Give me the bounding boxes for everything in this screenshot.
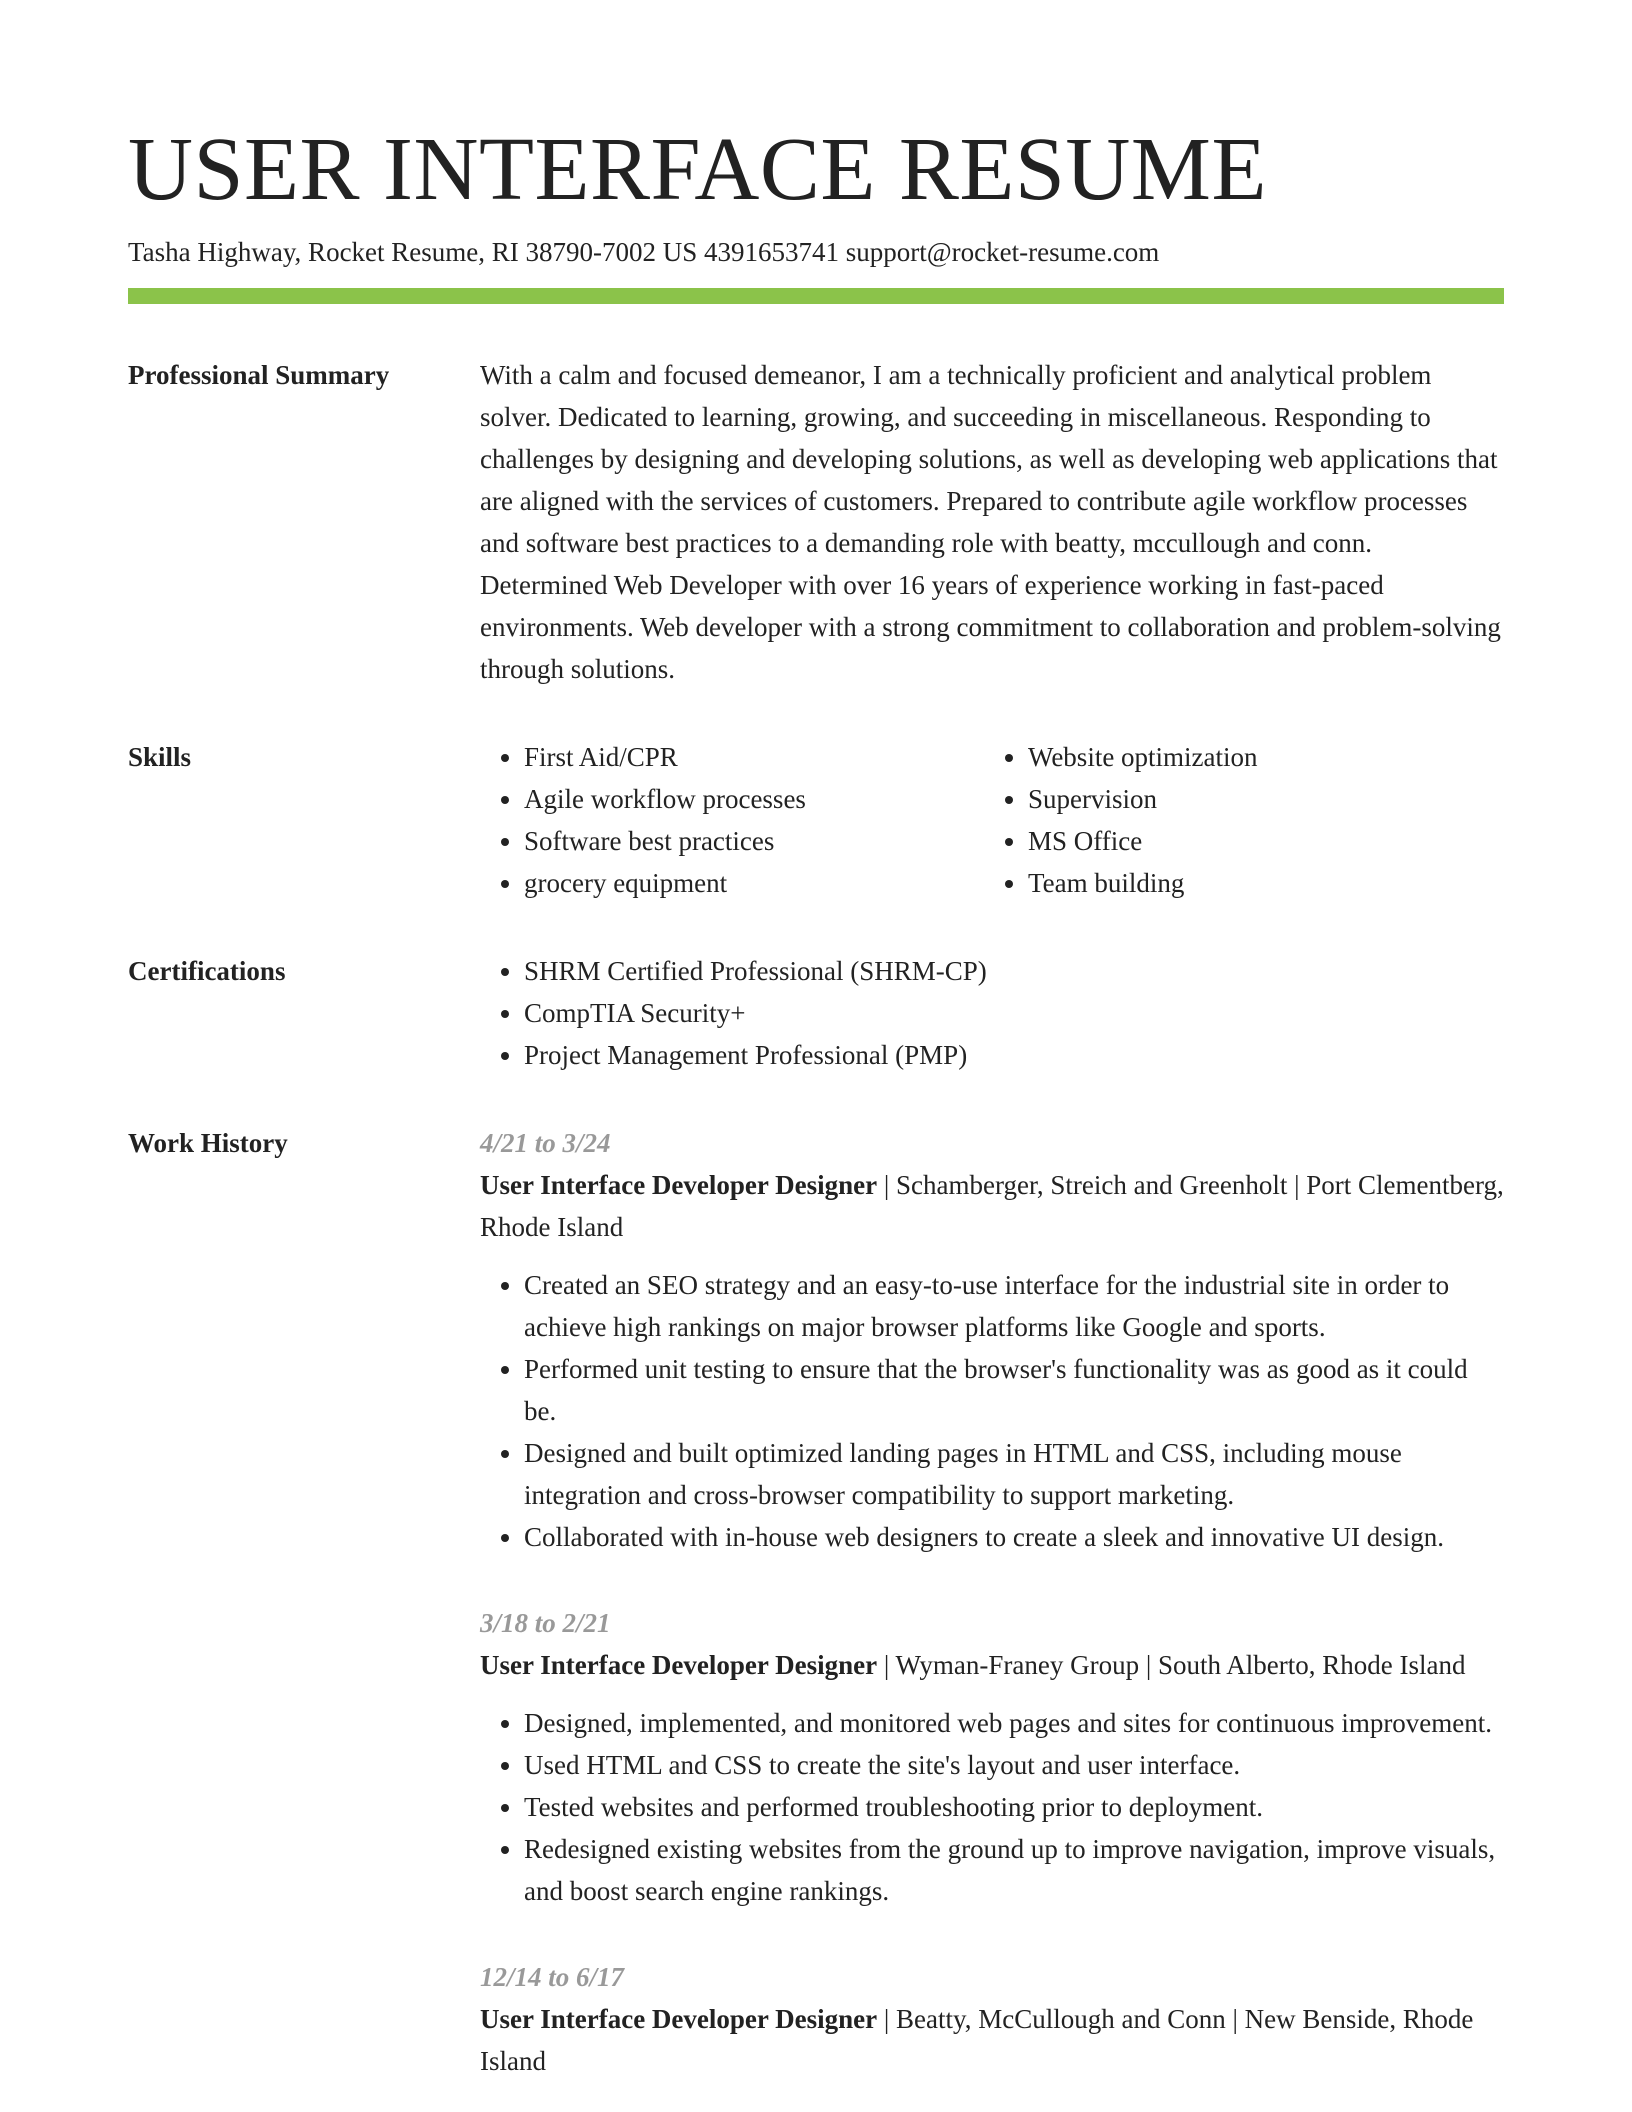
section-label: Professional Summary: [128, 360, 390, 390]
job-heading: [480, 1164, 1504, 1248]
job-dates: 3/18 to 2/21: [480, 1608, 611, 1638]
certifications-list: [480, 950, 1504, 1076]
job-title: User Interface Developer Designer: [480, 2004, 878, 2034]
list-item: • Website optimization: [1028, 736, 1488, 778]
resume-page: [128, 118, 1504, 2082]
certifications-section: [128, 950, 1504, 1076]
list-item: • Collaborated with in-house web designers to create a sleek and innovative UI design.: [524, 1516, 1504, 1558]
contact-line: Tasha Highway, Rocket Resume, RI 38790-7002 US 4391653741 support@rocket-resume.com: [128, 237, 1160, 267]
list-item: • Created an SEO strategy and an easy-to-use interface for the industrial site in order to achieve high rankings on major browser platforms like Google and sports.: [524, 1264, 1504, 1348]
list-item: • First Aid/CPR: [524, 736, 984, 778]
section-label: Skills: [128, 742, 192, 772]
summary-text: With a calm and focused demeanor, I am a technically proficient and analytical problem solver. Dedicated to learning, growing, and succeeding in miscellaneous. Responding to challenges by designing and developing solutions, as well as developing web applications that are aligned with the services of customers. Prepared to contribute agile workflow processes and software best practices to a demanding role with beatty, mccullough and conn. Determined Web Developer with over 16 years of experience working in fast-paced environments. Web developer with a strong commitment to collaboration and problem-solving through solutions.: [480, 360, 1501, 684]
list-item: • Team building: [1028, 862, 1488, 904]
header-divider: [128, 288, 1504, 304]
job-heading: [480, 1644, 1504, 1686]
list-item: • Used HTML and CSS to create the site's layout and user interface.: [524, 1744, 1504, 1786]
list-item: • Performed unit testing to ensure that the browser's functionality was as good as it could be.: [524, 1348, 1504, 1432]
job-bullets: [480, 1702, 1504, 1912]
list-item: • Tested websites and performed troubleshooting prior to deployment.: [524, 1786, 1504, 1828]
job-details: | Beatty, McCullough and Conn | New Benside, Rhode Island: [480, 2004, 1474, 2076]
list-item: • Supervision: [1028, 778, 1488, 820]
job-dates: 4/21 to 3/24: [480, 1128, 611, 1158]
job-title: User Interface Developer Designer: [480, 1650, 878, 1680]
section-label: Certifications: [128, 956, 286, 986]
job-entry: [480, 1602, 1504, 1912]
job-title: User Interface Developer Designer: [480, 1170, 878, 1200]
list-item: • SHRM Certified Professional (SHRM-CP): [524, 950, 1504, 992]
job-bullets: [480, 1264, 1504, 1558]
skills-list-left: [480, 736, 984, 904]
list-item: • CompTIA Security+: [524, 992, 1504, 1034]
list-item: • Designed and built optimized landing pages in HTML and CSS, including mouse integration and cross-browser compatibility to support marketing.: [524, 1432, 1504, 1516]
section-label: Work History: [128, 1128, 288, 1158]
skills-list-right: [984, 736, 1488, 904]
list-item: • MS Office: [1028, 820, 1488, 862]
work-history-section: [128, 1122, 1504, 2082]
skills-section: [128, 736, 1504, 904]
list-item: • Agile workflow processes: [524, 778, 984, 820]
job-details: | Wyman-Franey Group | South Alberto, Rhode Island: [877, 1650, 1466, 1680]
list-item: • Software best practices: [524, 820, 984, 862]
list-item: • grocery equipment: [524, 862, 984, 904]
job-heading: [480, 1998, 1504, 2082]
list-item: • Project Management Professional (PMP): [524, 1034, 1504, 1076]
job-entry: [480, 1122, 1504, 1558]
list-item: • Redesigned existing websites from the ground up to improve navigation, improve visuals, and boost search engine rankings.: [524, 1828, 1504, 1912]
job-details: | Schamberger, Streich and Greenholt | Port Clementberg, Rhode Island: [480, 1170, 1504, 1242]
professional-summary-section: [128, 354, 1504, 690]
resume-title: USER INTERFACE RESUME: [128, 120, 1267, 219]
list-item: • Designed, implemented, and monitored web pages and sites for continuous improvement.: [524, 1702, 1504, 1744]
job-dates: 12/14 to 6/17: [480, 1962, 625, 1992]
job-entry: [480, 1956, 1504, 2082]
